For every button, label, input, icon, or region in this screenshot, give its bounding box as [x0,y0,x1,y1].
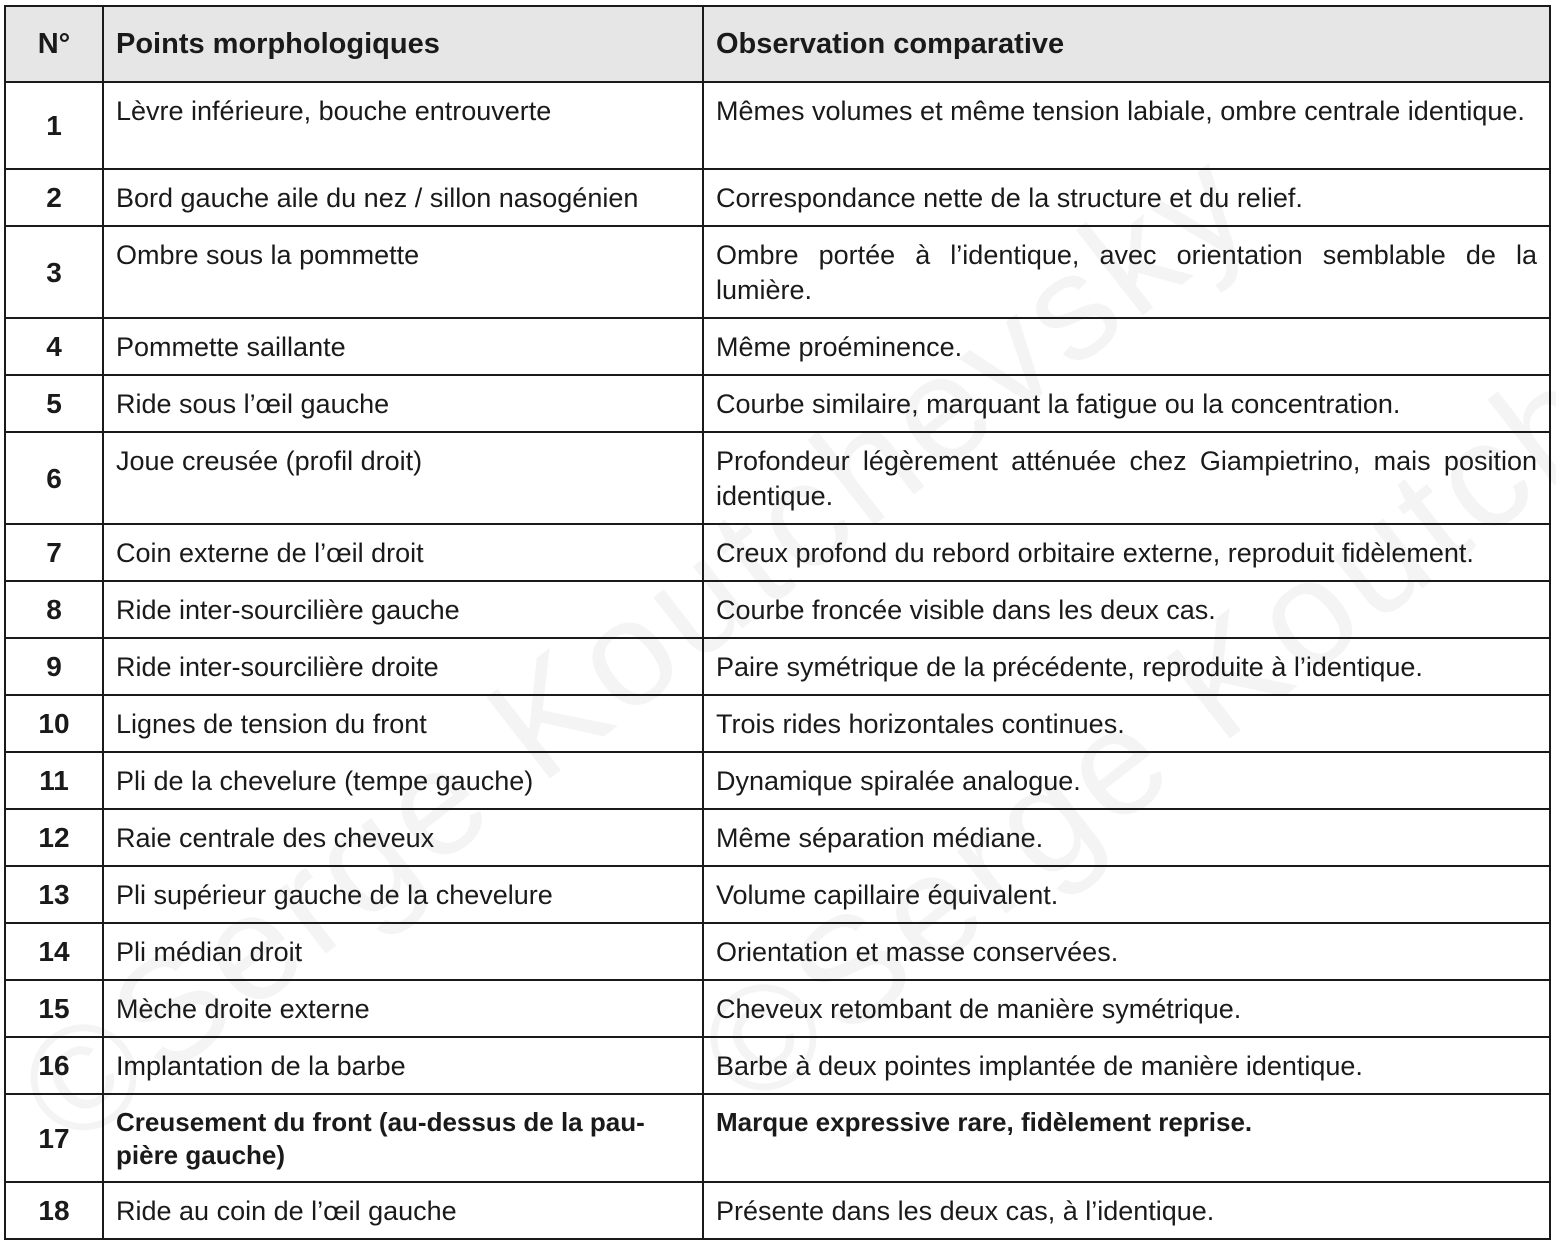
table-row [5,169,1550,226]
table-row [5,524,1550,581]
row-observation: Orientation et masse conservées. [703,923,1550,980]
row-number: 13 [5,866,103,923]
table-row [5,695,1550,752]
table-row [5,375,1550,432]
row-number: 14 [5,923,103,980]
row-number: 1 [5,82,103,169]
row-number: 17 [5,1094,103,1182]
row-point: Pli médian droit [103,923,703,980]
row-number: 4 [5,318,103,375]
table-row [5,866,1550,923]
row-number: 15 [5,980,103,1037]
row-point: Ride inter-sourcilière droite [103,638,703,695]
row-number: 18 [5,1182,103,1239]
table-row [5,1094,1550,1182]
row-point: Pli supérieur gauche de la chevelure [103,866,703,923]
row-observation: Profondeur légèrement atténuée chez Giampietrino, mais position identique. [703,432,1550,524]
row-observation: Dynamique spiralée analogue. [703,752,1550,809]
row-point: Joue creusée (profil droit) [103,432,703,524]
table-row [5,1182,1550,1239]
row-observation: Cheveux retombant de manière symétrique. [703,980,1550,1037]
table-header-row [5,6,1550,82]
row-point: Ombre sous la pommette [103,226,703,318]
header-observation: Observation comparative [703,6,1550,82]
table-row [5,226,1550,318]
row-point: Bord gauche aile du nez / sillon nasogénien [103,169,703,226]
row-number: 10 [5,695,103,752]
row-number: 9 [5,638,103,695]
row-point: Lèvre inférieure, bouche entrouverte [103,82,703,169]
table-row [5,432,1550,524]
row-observation: Paire symétrique de la précédente, reproduite à l’identique. [703,638,1550,695]
row-point: Lignes de tension du front [103,695,703,752]
table-row [5,318,1550,375]
table-row [5,809,1550,866]
table-row [5,82,1550,169]
row-point: Implantation de la barbe [103,1037,703,1094]
row-observation: Ombre portée à l’identique, avec orientation semblable de la lumière. [703,226,1550,318]
row-point: Raie centrale des cheveux [103,809,703,866]
table-row [5,923,1550,980]
row-number: 8 [5,581,103,638]
row-number: 7 [5,524,103,581]
row-observation: Présente dans les deux cas, à l’identique. [703,1182,1550,1239]
row-number: 2 [5,169,103,226]
row-number: 11 [5,752,103,809]
table-row [5,638,1550,695]
row-observation: Marque expressive rare, fidèlement reprise. [703,1094,1550,1182]
row-point: Mèche droite externe [103,980,703,1037]
table-body [5,82,1550,1239]
row-point: Ride au coin de l’œil gauche [103,1182,703,1239]
row-observation: Courbe froncée visible dans les deux cas. [703,581,1550,638]
table-row [5,980,1550,1037]
row-observation: Correspondance nette de la structure et du relief. [703,169,1550,226]
row-number: 16 [5,1037,103,1094]
row-observation: Creux profond du rebord orbitaire externe, reproduit fidèlement. [703,524,1550,581]
row-number: 3 [5,226,103,318]
row-observation: Trois rides horizontales continues. [703,695,1550,752]
morphology-table [4,5,1551,1240]
row-point: Coin externe de l’œil droit [103,524,703,581]
row-number: 6 [5,432,103,524]
table-row [5,1037,1550,1094]
row-point: Ride sous l’œil gauche [103,375,703,432]
row-number: 12 [5,809,103,866]
row-point: Pli de la chevelure (tempe gauche) [103,752,703,809]
header-number: N° [5,6,103,82]
row-observation: Même proéminence. [703,318,1550,375]
row-number: 5 [5,375,103,432]
table-row [5,752,1550,809]
header-point: Points morphologiques [103,6,703,82]
table-row [5,581,1550,638]
row-point: Ride inter-sourcilière gauche [103,581,703,638]
row-point: Pommette saillante [103,318,703,375]
row-observation: Barbe à deux pointes implantée de manière identique. [703,1037,1550,1094]
row-observation: Volume capillaire équivalent. [703,866,1550,923]
row-point: Creusement du front (au-dessus de la pau-pière gauche) [103,1094,703,1182]
row-observation: Mêmes volumes et même tension labiale, ombre centrale identique. [703,82,1550,169]
row-observation: Courbe similaire, marquant la fatigue ou la concentration. [703,375,1550,432]
row-observation: Même séparation médiane. [703,809,1550,866]
